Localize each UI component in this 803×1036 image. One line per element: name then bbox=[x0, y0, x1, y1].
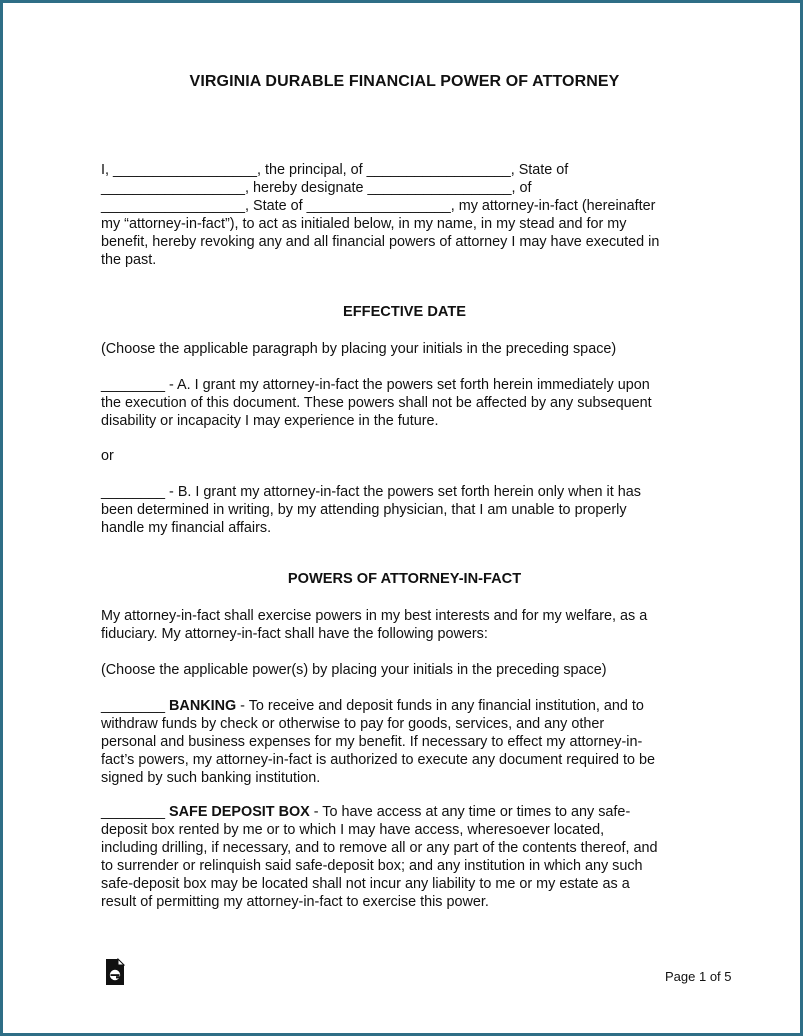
intro-line: my “attorney-in-fact”), to act as initialed below, in my name, in my stead and for my bbox=[101, 216, 627, 232]
safe-deposit-first-line bbox=[101, 803, 721, 821]
instruction-text: (Choose the applicable paragraph by placing your initials in the preceding space) bbox=[101, 341, 617, 357]
intro-line: __________________, State of __________________, my attorney-in-fact (hereinafter bbox=[101, 198, 656, 214]
banking-line: withdraw funds by check or otherwise to pay for goods, services, and any other bbox=[101, 716, 605, 732]
effective-date-heading: EFFECTIVE DATE bbox=[343, 304, 466, 320]
option-a-line: ________ - A. I grant my attorney-in-fact the powers set forth herein immediately upon bbox=[101, 377, 650, 393]
option-a-line: disability or incapacity I may experience in the future. bbox=[101, 413, 439, 429]
option-a-line: the execution of this document. These powers shall not be affected by any subsequent bbox=[101, 395, 652, 411]
page-number: Page 1 of 5 bbox=[665, 969, 732, 984]
or-text-block bbox=[101, 447, 721, 465]
effective-date-instruction bbox=[101, 340, 721, 358]
powers-intro-paragraph bbox=[101, 607, 721, 643]
powers-intro-line: fiduciary. My attorney-in-fact shall have the following powers: bbox=[101, 626, 488, 642]
safe-deposit-text: - To have access at any time or times to any safe- bbox=[309, 804, 631, 820]
option-a-paragraph bbox=[101, 376, 721, 430]
safe-deposit-line: including drilling, if necessary, and to remove all or any part of the contents thereof, and bbox=[101, 840, 658, 856]
safe-deposit-label: SAFE DEPOSIT BOX bbox=[169, 804, 310, 820]
banking-first-line bbox=[101, 697, 721, 715]
instruction-text: (Choose the applicable power(s) by placing your initials in the preceding space) bbox=[101, 662, 607, 678]
banking-label: BANKING bbox=[169, 698, 237, 714]
powers-instruction bbox=[101, 661, 721, 679]
intro-line: the past. bbox=[101, 252, 157, 268]
banking-text: - To receive and deposit funds in any financial institution, and to bbox=[236, 698, 644, 714]
option-b-line: ________ - B. I grant my attorney-in-fact the powers set forth herein only when it has bbox=[101, 484, 641, 500]
safe-deposit-paragraph bbox=[101, 803, 721, 911]
initials-blank: ________ bbox=[101, 804, 170, 820]
or-text: or bbox=[101, 448, 114, 464]
intro-paragraph bbox=[101, 161, 721, 269]
safe-deposit-line: safe-deposit box may be located shall not incur any liability to me or my estate as a bbox=[101, 876, 630, 892]
banking-line: personal and business expenses for my benefit. If necessary to effect my attorney-in- bbox=[101, 734, 643, 750]
banking-line: fact’s powers, my attorney-in-fact is authorized to execute any document required to be bbox=[101, 752, 656, 768]
powers-heading: POWERS OF ATTORNEY-IN-FACT bbox=[287, 571, 522, 587]
option-b-paragraph bbox=[101, 483, 721, 537]
intro-line: benefit, hereby revoking any and all financial powers of attorney I may have executed in bbox=[101, 234, 660, 250]
eforms-logo-icon bbox=[105, 958, 125, 986]
powers-intro-line: My attorney-in-fact shall exercise powers in my best interests and for my welfare, as a bbox=[101, 608, 648, 624]
intro-line: __________________, hereby designate __________________, of bbox=[101, 180, 532, 196]
safe-deposit-line: to surrender or relinquish said safe-deposit box; and any institution in which any such bbox=[101, 858, 643, 874]
banking-line: signed by such banking institution. bbox=[101, 770, 321, 786]
option-b-line: handle my financial affairs. bbox=[101, 520, 272, 536]
safe-deposit-line: result of permitting my attorney-in-fact to exercise this power. bbox=[101, 894, 489, 910]
option-b-line: been determined in writing, by my attending physician, that I am unable to properly bbox=[101, 502, 627, 518]
document-title: VIRGINIA DURABLE FINANCIAL POWER OF ATTORNEY bbox=[189, 73, 620, 90]
initials-blank: ________ bbox=[101, 698, 170, 714]
eforms-logo-icon bbox=[105, 958, 125, 986]
banking-paragraph bbox=[101, 697, 721, 787]
safe-deposit-line: deposit box rented by me or to which I may have access, wheresoever located, bbox=[101, 822, 605, 838]
intro-line: I, __________________, the principal, of __________________, State of bbox=[101, 162, 569, 178]
